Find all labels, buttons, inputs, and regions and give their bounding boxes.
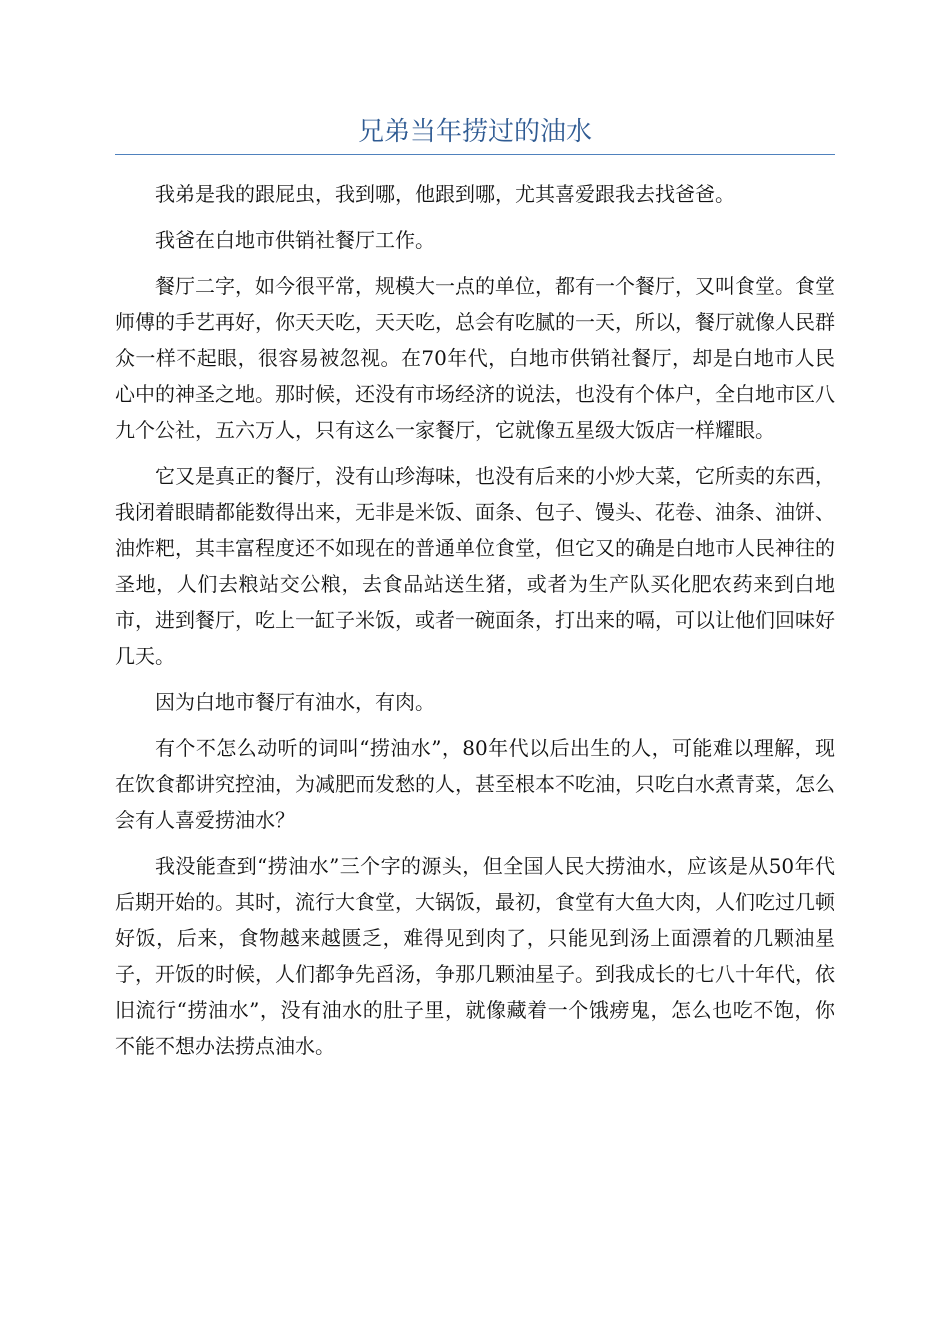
paragraph-1: 我弟是我的跟屁虫，我到哪，他跟到哪，尤其喜爱跟我去找爸爸。 <box>155 182 735 206</box>
document-body <box>115 176 835 1074</box>
paragraph-4: 它又是真正的餐厅，没有山珍海味，也没有后来的小炒大菜，它所卖的东西，我闭着眼睛都能数得出来，无非是米饭、面条、包子、馒头、花卷、油条、油饼、油炸粑，其丰富程度还不如现在的普通单位食堂，但它又的确是白地市人民神往的圣地，人们去粮站交公粮，去食品站送生猪，或者为生产队买化肥农药来到白地市，进到餐厅，吃上一缸子米饭，或者一碗面条，打出来的嗝，可以让他们回味好几天。 <box>115 464 835 668</box>
title-underline <box>115 154 835 155</box>
paragraph-2: 我爸在白地市供销社餐厅工作。 <box>155 228 435 252</box>
paragraph-7: 我没能查到“捞油水”三个字的源头，但全国人民大捞油水，应该是从50年代后期开始的。其时，流行大食堂，大锅饭，最初，食堂有大鱼大肉，人们吃过几顿好饭，后来，食物越来越匮乏，难得见到肉了，只能见到汤上面漂着的几颗油星子，开饭的时候，人们都争先舀汤，争那几颗油星子。到我成长的七八十年代，依旧流行“捞油水”，没有油水的肚子里，就像藏着一个饿痨鬼，怎么也吃不饱，你不能不想办法捞点油水。 <box>115 854 835 1058</box>
document-title: 兄弟当年捞过的油水 <box>357 117 592 147</box>
paragraph-6: 有个不怎么动听的词叫“捞油水”，80年代以后出生的人，可能难以理解，现在饮食都讲究控油，为减肥而发愁的人，甚至根本不吃油，只吃白水煮青菜，怎么会有人喜爱捞油水？ <box>115 736 835 832</box>
paragraph-3: 餐厅二字，如今很平常，规模大一点的单位，都有一个餐厅，又叫食堂。食堂师傅的手艺再好，你天天吃，天天吃，总会有吃腻的一天，所以，餐厅就像人民群众一样不起眼，很容易被忽视。在70年代，白地市供销社餐厅，却是白地市人民心中的神圣之地。那时候，还没有市场经济的说法，也没有个体户，全白地市区八九个公社，五六万人，只有这么一家餐厅，它就像五星级大饭店一样耀眼。 <box>115 274 835 442</box>
paragraph-5: 因为白地市餐厅有油水，有肉。 <box>155 690 435 714</box>
